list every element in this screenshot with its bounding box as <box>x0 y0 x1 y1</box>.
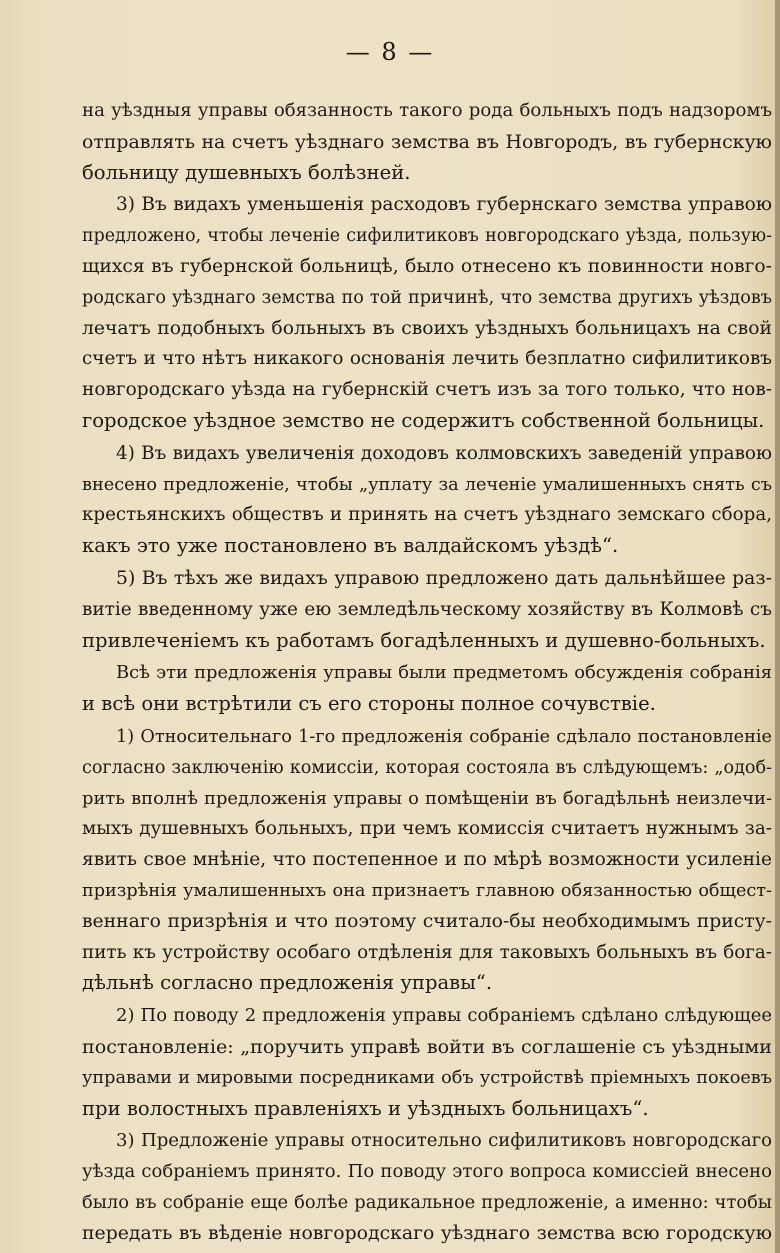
text-line: крестьянскихъ обществъ и принять на счетъ уѣзднаго земскаго сбора, <box>82 504 772 526</box>
text-line: щихся въ губернской больницѣ, было отнесено къ повинности новго- <box>82 255 772 277</box>
paragraph-5 <box>82 658 772 720</box>
page-number: — 8 — <box>345 38 435 66</box>
text-line: больницу душевныхъ болѣзней. <box>82 160 411 184</box>
text-line: при волостныхъ правленіяхъ и уѣздныхъ больницахъ“. <box>82 1096 649 1120</box>
paragraph-1 <box>82 96 772 188</box>
text-line: рить вполнѣ предложенія управы о помѣщеніи въ богадѣльнѣ неизлечи- <box>82 787 772 809</box>
text-line: 3) Въ видахъ уменьшенія расходовъ губернскаго земства управою <box>116 194 772 216</box>
text-line: постановленіе: „поручить управѣ войти въ соглашеніе съ уѣздными <box>82 1035 772 1058</box>
text-line: родскаго уѣзднаго земства по той причинѣ, что земства другихъ уѣздовъ <box>82 287 772 308</box>
text-line: уѣзда собраніемъ принято. По поводу этого вопроса комиссіей внесено <box>82 1161 772 1183</box>
text-line: отправлять на счетъ уѣзднаго земства въ Новгородъ, въ губернскую <box>82 130 772 153</box>
page-edge-shadow <box>775 0 780 1253</box>
text-line: мыхъ душевныхъ больныхъ, при чемъ комиссія считаетъ нужнымъ за- <box>82 818 772 840</box>
text-line: пить къ устройству особаго отдѣленія для таковыхъ больныхъ въ бога- <box>82 941 772 963</box>
paragraph-7 <box>82 1001 772 1124</box>
text-line: лечатъ подобныхъ больныхъ въ своихъ уѣздныхъ больницахъ на свой <box>82 317 772 339</box>
paragraph-6 <box>82 722 772 999</box>
paragraph-3 <box>82 439 772 562</box>
text-line: 4) Въ видахъ увеличенія доходовъ колмовскихъ заведеній управою <box>116 442 772 464</box>
text-line: витіе введенному уже ею земледѣльческому хозяйству въ Колмовѣ съ <box>82 598 772 620</box>
text-line: предложено, чтобы леченіе сифилитиковъ новгородскаго уѣзда, пользую- <box>82 226 772 247</box>
text-line: было въ собраніе еще болѣе радикальное предложеніе, а именно: чтобы <box>82 1191 772 1213</box>
text-line: какъ это уже постановлено въ валдайскомъ уѣздѣ“. <box>82 534 619 558</box>
text-line: призрѣнія умалишенныхъ она признаетъ главною обязанностью общест- <box>82 880 772 901</box>
text-line: 5) Въ тѣхъ же видахъ управою предложено дать дальнѣйшее раз- <box>116 567 772 589</box>
text-line: на уѣздныя управы обязанность такого рода больныхъ подъ надзоромъ <box>82 100 772 121</box>
text-line: веннаго призрѣнія и что поэтому считало-бы необходимымъ присту- <box>82 910 772 932</box>
text-line: 2) По поводу 2 предложенія управы собраніемъ сдѣлано слѣдующее <box>116 1005 772 1027</box>
text-line: согласно заключенію комиссіи, которая состояла въ слѣдующемъ: „одоб- <box>82 757 772 778</box>
text-line: Всѣ эти предложенія управы были предметомъ обсужденія собранія <box>116 662 772 684</box>
text-line: управами и мировыми посредниками объ устройствѣ пріемныхъ покоевъ <box>82 1067 772 1088</box>
text-line: привлеченіемъ къ работамъ богадѣленныхъ и душевно-больныхъ. <box>82 628 766 652</box>
text-line: городское уѣздное земство не содержитъ собственной больницы. <box>82 408 765 432</box>
text-line: счетъ и что нѣтъ никакого основанія лечить безплатно сифилитиковъ <box>82 348 772 370</box>
text-line: 1) Относительнаго 1-го предложенія собраніе сдѣлало постановленіе <box>116 726 772 747</box>
text-line: и всѣ они встрѣтили съ его стороны полное сочувствіе. <box>82 692 656 716</box>
paragraph-4 <box>82 564 772 656</box>
text-line: 3) Предложеніе управы относительно сифилитиковъ новгородскаго <box>116 1130 772 1152</box>
text-line: дѣльнѣ согласно предложенія управы“. <box>82 971 493 995</box>
text-line: явить свое мнѣніе, что постепенное и по мѣрѣ возможности усиленіе <box>82 849 772 871</box>
paragraph-2 <box>82 190 772 436</box>
text-line: внесено предложеніе, чтобы „уплату за леченіе умалишенныхъ снять съ <box>82 474 772 495</box>
body-text <box>82 96 772 1251</box>
paragraph-8 <box>82 1126 772 1249</box>
text-line: новгородскаго уѣзда на губернскій счетъ изъ за того только, что нов- <box>82 379 772 401</box>
text-line: передать въ вѣденіе новгородскаго уѣзднаго земства всю городскую <box>82 1222 772 1244</box>
